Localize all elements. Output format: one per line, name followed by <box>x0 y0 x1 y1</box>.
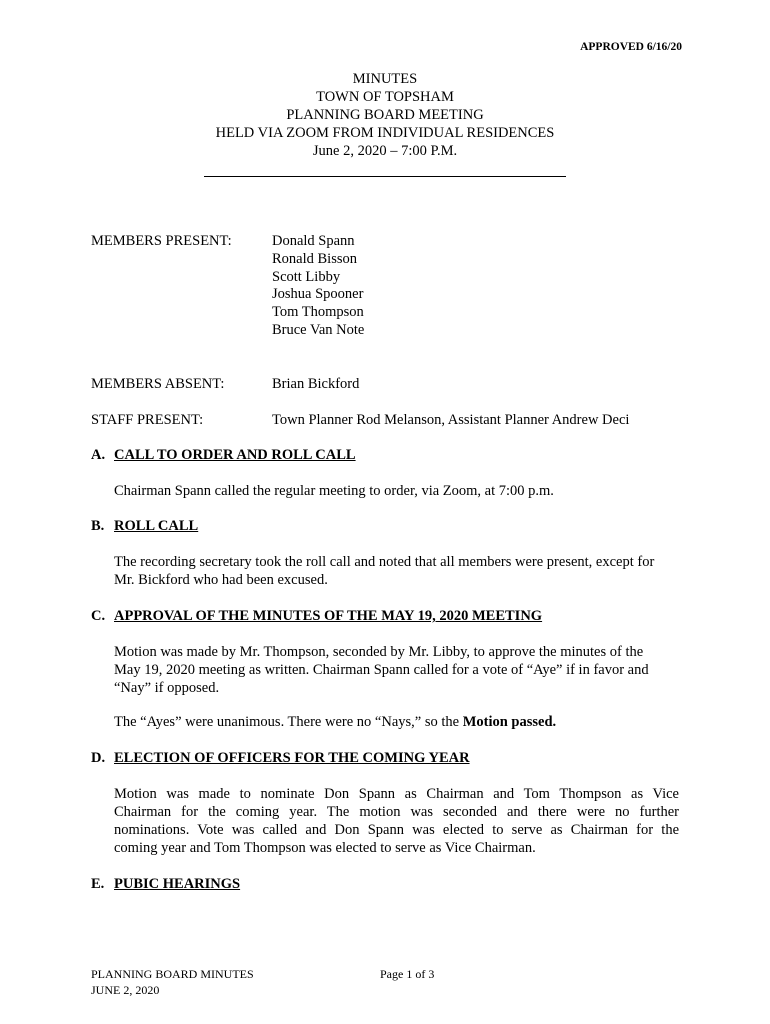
section-a-title: CALL TO ORDER AND ROLL CALL <box>114 447 356 463</box>
section-d-letter: D. <box>91 750 106 766</box>
member-name: Ronald Bisson <box>272 250 357 267</box>
paragraph-line: May 19, 2020 meeting as written. Chairman Spann called for a vote of “Aye” if in favor and <box>114 662 649 678</box>
paragraph-line: “Nay” if opposed. <box>114 680 220 696</box>
document-header <box>0 70 770 160</box>
paragraph-line: Chairman for the coming year. The motion was seconded and there were no further <box>114 804 679 820</box>
section-c-paragraph-2 <box>114 713 679 731</box>
footer-left <box>91 966 254 998</box>
section-b-paragraph <box>114 553 679 589</box>
paragraph-line: Motion was made by Mr. Thompson, seconded by Mr. Libby, to approve the minutes of the <box>114 644 644 660</box>
header-line-board: PLANNING BOARD MEETING <box>286 107 484 123</box>
header-divider <box>204 176 566 177</box>
section-d-paragraph <box>114 785 679 857</box>
section-b-title: ROLL CALL <box>114 518 199 534</box>
footer-document-title: PLANNING BOARD MINUTES <box>91 967 254 981</box>
header-line-date: June 2, 2020 – 7:00 P.M. <box>312 143 458 159</box>
paragraph-line: Motion was made to nominate Don Spann as Chairman and Tom Thompson as Vice <box>114 786 679 802</box>
staff-present-label: STAFF PRESENT: <box>91 412 204 428</box>
approval-stamp: APPROVED 6/16/20 <box>580 41 682 53</box>
header-line-town: TOWN OF TOPSHAM <box>316 89 454 105</box>
section-e-title: PUBIC HEARINGS <box>114 876 241 892</box>
paragraph-line: nominations. Vote was called and Don Spann was elected to serve as Chairman for the <box>114 822 679 838</box>
section-e-letter: E. <box>91 876 105 892</box>
section-a-letter: A. <box>91 447 106 463</box>
vote-result-text: The “Ayes” were unanimous. There were no “Nays,” so the <box>114 714 463 730</box>
paragraph-line <box>114 713 679 731</box>
staff-present-value: Town Planner Rod Melanson, Assistant Planner Andrew Deci <box>272 412 630 428</box>
footer-document-date: JUNE 2, 2020 <box>91 983 160 997</box>
member-name: Joshua Spooner <box>272 286 364 303</box>
section-b-letter: B. <box>91 518 105 534</box>
header-line-venue: HELD VIA ZOOM FROM INDIVIDUAL RESIDENCES <box>215 125 555 141</box>
member-name: Donald Spann <box>272 233 355 249</box>
members-absent-label: MEMBERS ABSENT: <box>91 376 225 392</box>
header-line-minutes: MINUTES <box>352 71 418 87</box>
paragraph-line: Mr. Bickford who had been excused. <box>114 572 328 588</box>
member-name: Tom Thompson <box>272 304 364 321</box>
section-c-letter: C. <box>91 608 106 624</box>
members-present-list <box>272 232 364 339</box>
section-c-title: APPROVAL OF THE MINUTES OF THE MAY 19, 2020 MEETING <box>114 608 543 624</box>
paragraph-line: The recording secretary took the roll call and noted that all members were present, except for <box>114 554 655 570</box>
members-present-label: MEMBERS PRESENT: <box>91 233 232 249</box>
section-c-paragraph-1 <box>114 643 679 697</box>
motion-passed-text: Motion passed. <box>462 714 557 730</box>
paragraph-line: coming year and Tom Thompson was elected to serve as Vice Chairman. <box>114 840 536 856</box>
members-absent-value: Brian Bickford <box>272 376 360 392</box>
paragraph-line: Chairman Spann called the regular meeting to order, via Zoom, at 7:00 p.m. <box>114 483 554 499</box>
member-name: Scott Libby <box>272 268 341 285</box>
page-number: Page 1 of 3 <box>380 967 435 981</box>
member-name: Bruce Van Note <box>272 321 365 338</box>
section-d-title: ELECTION OF OFFICERS FOR THE COMING YEAR <box>114 750 470 766</box>
section-a-paragraph <box>114 482 679 500</box>
